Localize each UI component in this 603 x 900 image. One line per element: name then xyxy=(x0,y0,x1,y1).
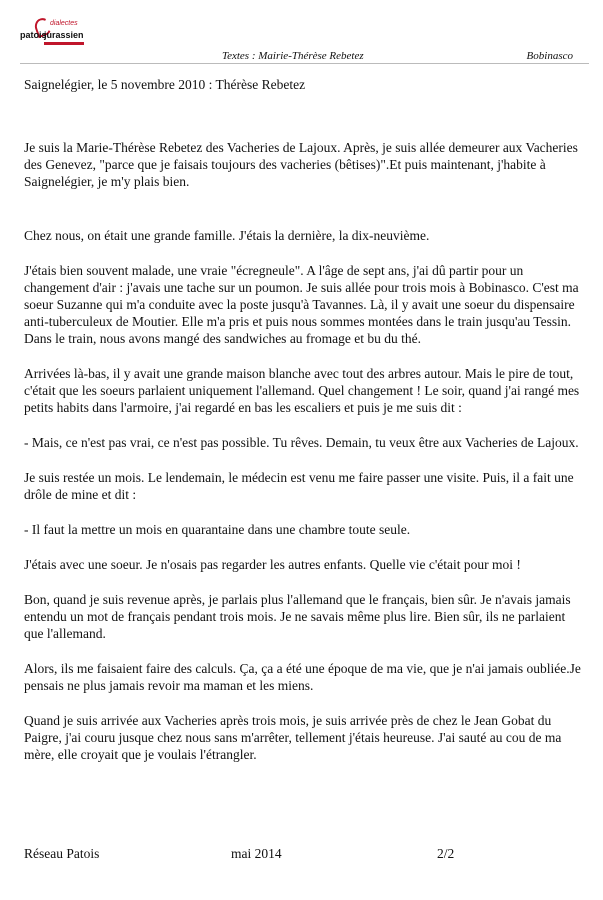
patois-jurassien-logo xyxy=(20,18,90,48)
paragraph: Je suis la Marie-Thérèse Rebetez des Vacheries de Lajoux. Après, je suis allée demeurer aux Vacheries des Genevez, "parce que je faisais toujours des vacheries (bêtises)".Et puis maintenant, j'habite à Saignelégier, je m'y plais bien. xyxy=(24,140,578,189)
logo-bar xyxy=(44,42,84,45)
paragraph: Chez nous, on était une grande famille. J'étais la dernière, la dix-neuvième. xyxy=(24,228,430,243)
footer-page-number: 2/2 xyxy=(437,846,455,861)
header-place: Bobinasco xyxy=(526,50,573,62)
logo-dialectes: dialectes xyxy=(50,20,78,27)
paragraph: Arrivées là-bas, il y avait une grande maison blanche avec tout des arbres autour. Mais le pire de tout, c'était que les soeurs parlaient uniquement l'allemand. Quel changement ! Le soir, quand j'ai rangé mes petits habits dans l'armoire, j'ai regardé en bas les escaliers et puis je me suis dit : xyxy=(24,366,580,415)
header-credit: Textes : Mairie-Thérèse Rebetez xyxy=(222,50,364,62)
footer-date: mai 2014 xyxy=(231,846,282,861)
story-body xyxy=(24,139,584,781)
paragraph: Je suis restée un mois. Le lendemain, le médecin est venu me faire passer une visite. Puis, il a fait une drôle de mine et dit : xyxy=(24,470,574,502)
paragraph: - Il faut la mettre un mois en quarantaine dans une chambre toute seule. xyxy=(24,522,411,537)
paragraph: Quand je suis arrivée aux Vacheries après trois mois, je suis arrivée près de chez le Jean Gobat du Paigre, j'ai couru jusque chez nous sans m'arrêter, tellement j'étais heureuse. J'ai sauté au cou de ma mère, elle croyait que je voulais l'étrangler. xyxy=(24,713,562,762)
footer-network: Réseau Patois xyxy=(24,846,100,861)
date-line: Saignelégier, le 5 novembre 2010 : Thérèse Rebetez xyxy=(24,77,306,92)
paragraph: - Mais, ce n'est pas vrai, ce n'est pas possible. Tu rêves. Demain, tu veux être aux Vacheries de Lajoux. xyxy=(24,435,579,450)
paragraph: Alors, ils me faisaient faire des calculs. Ça, ça a été une époque de ma vie, que je n'ai jamais oubliée.Je pensais ne plus jamais revoir ma maman et les miens. xyxy=(24,661,581,693)
logo-jurassien: jurassien xyxy=(44,30,84,40)
paragraph: Bon, quand je suis revenue après, je parlais plus l'allemand que le français, bien sûr. Je n'avais jamais entendu un mot de français pendant trois mois. Je ne savais même plus lire. Bien sûr, ils ne parlaient que l'allemand. xyxy=(24,592,571,641)
paragraph: J'étais bien souvent malade, une vraie "écregneule". A l'âge de sept ans, j'ai dû partir pour un changement d'air : j'avais une tache sur un poumon. Je suis allée pour trois mois à Bobinasco. C'est ma soeur Suzanne qui m'a conduite avec la poste jusqu'à Tavannes. Là, il y avait une soeur du dispensaire anti-tuberculeux de Moutier. Elle m'a pris et puis nous sommes montées dans le train jusqu'au Tessin. Dans le train, nous avons mangé des sandwiches au fromage et bu du thé. xyxy=(24,263,579,346)
header-divider xyxy=(20,63,589,64)
logo-patois: patois xyxy=(20,30,47,40)
paragraph: J'étais avec une soeur. Je n'osais pas regarder les autres enfants. Quelle vie c'était pour moi ! xyxy=(24,557,521,572)
